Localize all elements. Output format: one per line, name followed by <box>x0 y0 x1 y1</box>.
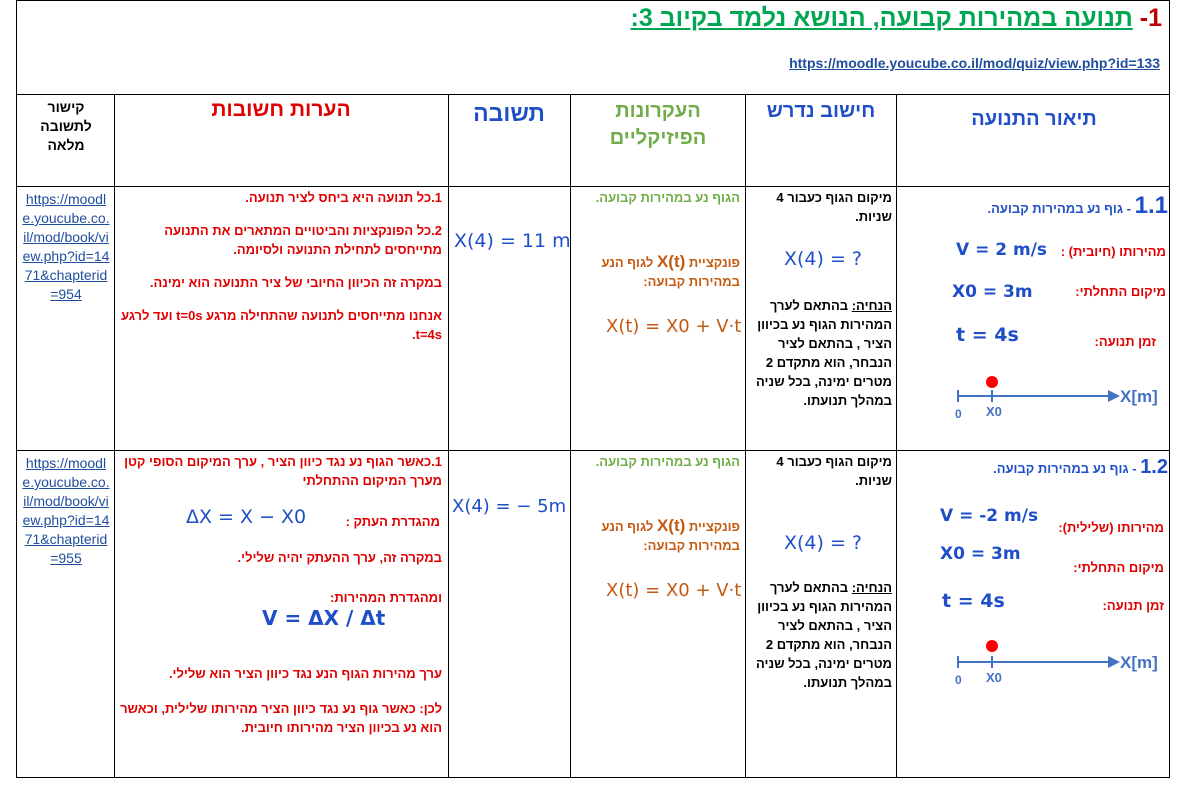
notes-cell <box>120 188 442 344</box>
column-divider <box>570 94 571 778</box>
displacement-formula: ΔX = X − X0 <box>186 506 307 528</box>
answer-value: X(4) = − 5m <box>452 496 567 517</box>
axis-x0-label: X0 <box>986 670 1002 685</box>
time-label: זמן תנועה: <box>1102 598 1164 613</box>
assumption-label: הנחיה: <box>851 580 892 595</box>
table-top-border <box>16 94 1170 95</box>
principle-2-fx: X(t) <box>656 252 686 271</box>
principle-2-b: לגוף הנע במהירות קבועה: <box>601 519 740 553</box>
note-line: מהגדרת העתק : <box>345 514 440 529</box>
calc-assumption <box>750 296 892 410</box>
header-row-border <box>16 186 1170 187</box>
principle-2-a: פונקציית <box>688 519 740 534</box>
assumption-text: בהתאם לערך המהירות הגוף נע בכיוון הציר , בהתאם לציר הנבחר, הוא מתקדם 2 מטרים ימינה, בכל שניה במהלך תנועתו. <box>756 298 892 408</box>
position-value: X0 = 3m <box>952 282 1033 302</box>
velocity-label: מהירותו (חיובית) : <box>1060 244 1166 259</box>
principle-2 <box>576 516 740 555</box>
header-calc: חישוב נדרש <box>766 100 876 122</box>
note-line: ומהגדרת המהירות: <box>330 590 442 605</box>
page-title <box>631 4 1163 33</box>
note-line: לכן: כאשר גוף נע נגד כיוון הציר מהירותו שלילית, וכאשר הוא נע בכיוון הציר מהירותו חיובית. <box>120 701 442 735</box>
note-line: במקרה זה, ערך ההעתק יהיה שלילי. <box>237 550 442 565</box>
axis-zero-label: 0 <box>955 407 962 421</box>
assumption-text: בהתאם לערך המהירות הגוף נע בכיוון הציר , בהתאם לציר הנבחר, הוא מתקדם 2 מטרים ימינה, בכל שניה במהלך תנועתו. <box>756 580 892 690</box>
note-line: 1.כאשר הגוף נע נגד כיוון הציר , ערך המיקום הסופי קטן מערך המיקום ההתחלתי <box>124 454 442 488</box>
axis-name: X[m] <box>1120 653 1158 672</box>
position-value: X0 = 3m <box>940 544 1021 564</box>
velocity-label: מהירותו (שלילית): <box>1058 520 1164 535</box>
motion-formula: X(t) = X0 + V·t <box>606 316 742 337</box>
axis-name: X[m] <box>1120 387 1158 406</box>
quiz-link[interactable]: https://moodle.youcube.co.il/mod/quiz/view.php?id=133 <box>789 55 1160 71</box>
note-line: 2.כל הפונקציות והביטויים המתארים את התנועה מתייחסים לתחילת התנועה ולסיומה. <box>164 223 442 257</box>
header-link: קישור לתשובה מלאה <box>40 99 92 153</box>
position-axis <box>950 370 1164 422</box>
axis-arrowhead <box>1108 390 1120 402</box>
velocity-value: V = -2 m/s <box>940 506 1039 526</box>
position-axis <box>950 636 1164 688</box>
header-notes: הערות חשובות <box>211 98 351 121</box>
motion-number: 1.1 <box>1134 192 1168 219</box>
body-dot <box>986 640 998 652</box>
row-divider <box>16 450 1170 451</box>
axis-arrowhead <box>1108 656 1120 668</box>
principle-1: הגוף נע במהירות קבועה. <box>595 454 740 469</box>
motion-title <box>988 192 1168 220</box>
principle-2 <box>576 252 740 291</box>
title-number: 1- <box>1139 4 1162 32</box>
velocity-definition: V = ΔX / Δt <box>262 606 386 630</box>
motion-title <box>993 456 1168 479</box>
calc-question: מיקום הגוף כעבור 4 שניות. <box>776 454 892 488</box>
title-text: תנועה במהירות קבועה, הנושא נלמד בקיוב 3: <box>630 4 1133 32</box>
notes-cell <box>120 664 442 737</box>
full-answer-link[interactable]: https://moodle.youcube.co.il/mod/book/view.php?id=1471&chapterid=954 <box>22 191 110 302</box>
position-label: מיקום התחלתי: <box>1073 560 1164 575</box>
position-label: מיקום התחלתי: <box>1075 284 1166 299</box>
full-answer-link[interactable]: https://moodle.youcube.co.il/mod/book/view.php?id=1471&chapterid=955 <box>22 455 110 566</box>
motion-title-text: - גוף נע במהירות קבועה. <box>993 461 1137 476</box>
header-answer: תשובה <box>473 100 545 126</box>
calc-assumption <box>750 578 892 692</box>
velocity-value: V = 2 m/s <box>956 240 1048 260</box>
column-divider <box>448 94 449 778</box>
time-value: t = 4s <box>956 324 1019 346</box>
answer-value: X(4) = 11 m <box>454 230 571 252</box>
calc-expression: X(4) = ? <box>784 248 863 270</box>
assumption-label: הנחיה: <box>851 298 892 313</box>
header-desc: תיאור התנועה <box>971 108 1097 130</box>
body-dot <box>986 376 998 388</box>
column-divider <box>896 94 897 778</box>
note-line: ערך מהירות הגוף הנע נגד כיוון הציר הוא שלילי. <box>168 666 442 681</box>
column-divider <box>114 94 115 778</box>
calc-expression: X(4) = ? <box>784 532 863 554</box>
notes-cell <box>120 452 442 490</box>
motion-number: 1.2 <box>1140 456 1168 478</box>
time-label: זמן תנועה: <box>1094 334 1156 349</box>
principle-2-fx: X(t) <box>656 516 686 535</box>
time-value: t = 4s <box>942 590 1005 612</box>
principle-2-b: לגוף הנע במהירות קבועה: <box>601 255 740 289</box>
axis-zero-label: 0 <box>955 673 962 687</box>
note-line: במקרה זה הכיוון החיובי של ציר התנועה הוא ימינה. <box>149 275 442 290</box>
motion-formula: X(t) = X0 + V·t <box>606 580 742 601</box>
header-principles: העקרונות הפיזיקליים <box>609 100 707 149</box>
calc-question: מיקום הגוף כעבור 4 שניות. <box>776 190 892 224</box>
note-line: 1.כל תנועה היא ביחס לציר תנועה. <box>245 190 442 205</box>
principle-1: הגוף נע במהירות קבועה. <box>595 190 740 205</box>
motion-title-text: - גוף נע במהירות קבועה. <box>987 201 1131 216</box>
note-line: אנחנו מתייחסים לתנועה שהתחילה מרגע t=0s ועד לרגע t=4s. <box>121 308 442 342</box>
axis-x0-label: X0 <box>986 404 1002 419</box>
principle-2-a: פונקציית <box>688 255 740 270</box>
column-divider <box>745 94 746 778</box>
